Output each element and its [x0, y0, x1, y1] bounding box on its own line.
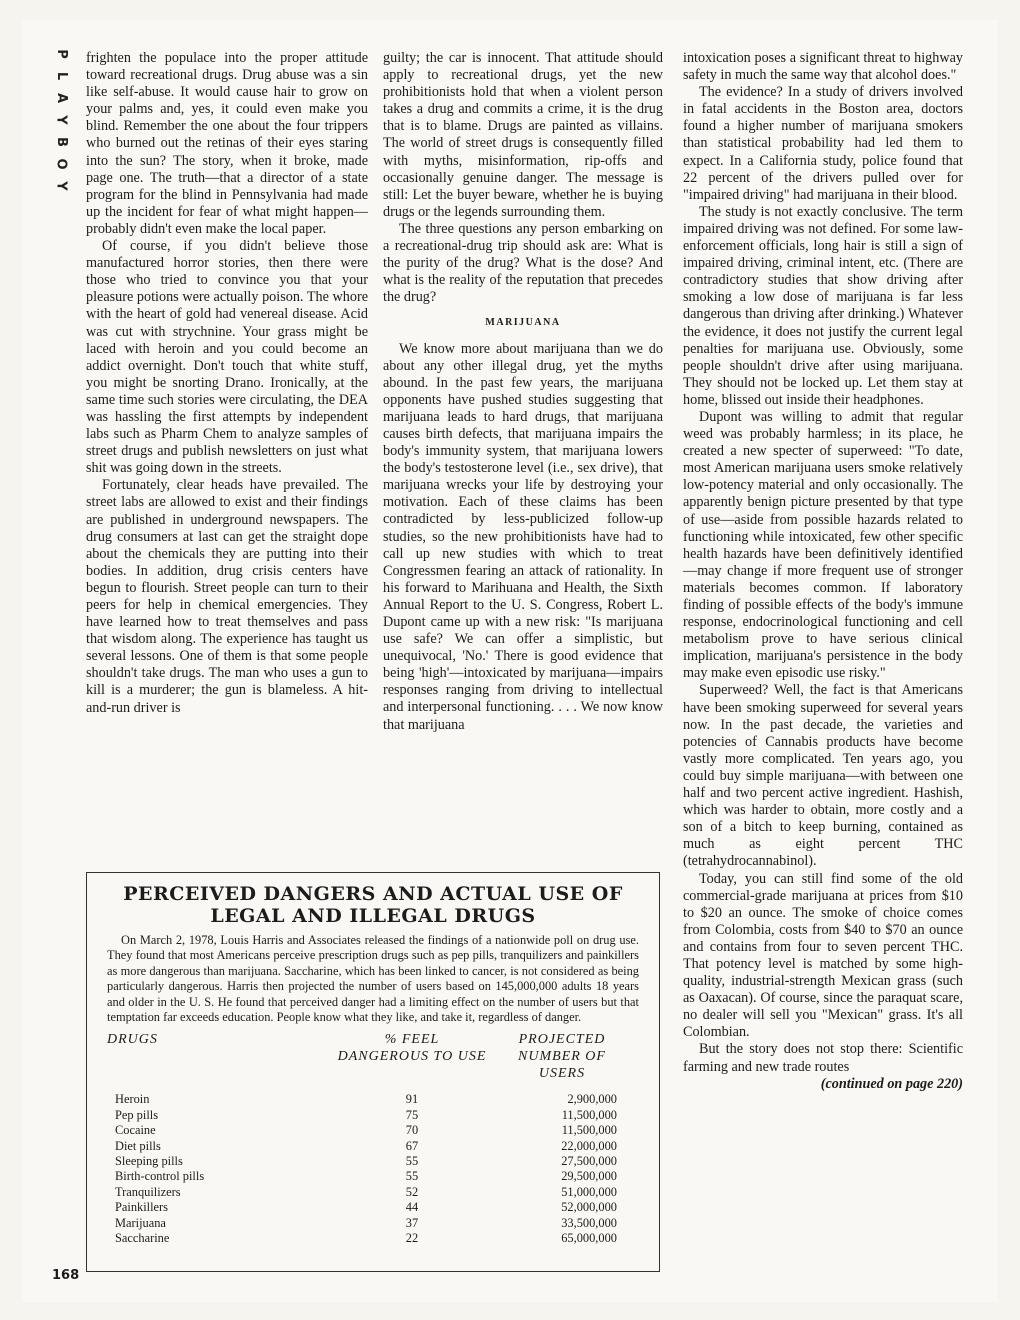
box-title: PERCEIVED DANGERS AND ACTUAL USE OF LEGAL AND ILLEGAL DRUGS: [123, 883, 623, 927]
projected-users: 29,500,000: [561, 1169, 617, 1184]
drug-name: Cocaine: [115, 1123, 156, 1138]
table-row: [107, 1169, 639, 1184]
drug-name: Pep pills: [115, 1107, 159, 1122]
percent-dangerous: 44: [405, 1200, 419, 1215]
projected-users: 27,500,000: [561, 1154, 617, 1169]
percent-dangerous: 75: [405, 1107, 419, 1122]
table-row: [107, 1123, 639, 1138]
percent-dangerous: 67: [405, 1138, 419, 1153]
drug-name: Birth-control pills: [115, 1169, 205, 1184]
percent-dangerous: 37: [405, 1215, 419, 1230]
drug-name: Heroin: [115, 1092, 150, 1107]
article-column-1: [86, 50, 368, 717]
drug-name: Tranquilizers: [115, 1184, 181, 1199]
logo-letter: Y: [53, 115, 69, 125]
table-row: [107, 1200, 639, 1215]
percent-dangerous: 55: [405, 1154, 419, 1169]
column-header-feel-dangerous: % FEEL DANGEROUS TO USE: [337, 1032, 487, 1065]
paragraph: The three questions any person embarking on a recreational-drug trip should ask are: What is the purity of the drug? What is the dose? And what is the reality of the reputation that precedes the drug?: [383, 220, 663, 306]
logo-letter: L: [53, 71, 69, 81]
article-column-3: [683, 50, 963, 1093]
paragraph: intoxication poses a significant threat to highway safety in much the same way that alcohol does.": [683, 50, 963, 84]
paragraph: The study is not exactly conclusive. The term impaired driving was not defined. For some law-enforcement officials, long hair is still a sign of impaired driving, criminal intent, etc. (There are contradictory studies that show driving after smoking a low dose of marijuana is far less dangerous than driving after drinking.) Whatever the evidence, it does not justify the current legal penalties for marijuana use. Obviously, some people shouldn't drive after using marijuana. They should not be locked up. Let them stay at home, blissed out inside their headphones.: [683, 203, 963, 408]
logo-letter: O: [54, 158, 69, 170]
percent-dangerous: 52: [405, 1184, 419, 1199]
paragraph: frighten the populace into the proper attitude toward recreational drugs. Drug abuse was a sin like self-abuse. It would cause hair to grow on your palms and, yes, it could even make you blind. Remember the one about the four trippers who burned out the retinas of their eyes staring into the sun? The story, when it broke, made page one. The truth—that a director of a state program for the blind in Pennsylvania had made up the incident for fear of what might happen—probably didn't even make the local paper.: [86, 50, 368, 237]
percent-dangerous: 91: [405, 1092, 419, 1107]
continued-note: (continued on page 220): [820, 1075, 963, 1092]
drug-name: Saccharine: [115, 1231, 170, 1246]
paragraph: The evidence? In a study of drivers involved in fatal accidents in the Boston area, doctors found a higher number of marijuana smokers than statistical probability had led them to expect. In a California study, police found that 22 percent of the drivers pulled over for "impaired driving" had marijuana in their blood.: [683, 84, 963, 203]
projected-users: 51,000,000: [561, 1184, 617, 1199]
table-row: [107, 1154, 639, 1169]
section-subhead: MARIJUANA: [485, 317, 561, 329]
projected-users: 2,900,000: [567, 1092, 617, 1107]
logo-letter: Y: [53, 181, 69, 191]
table-header: [107, 1031, 639, 1082]
paragraph: Fortunately, clear heads have prevailed. The street labs are allowed to exist and their findings are published in underground newspapers. The drug consumers at last can get the straight dope about the chemicals they are putting into their bodies. In addition, drug crisis centers have begun to flourish. Street people can turn to their peers for help in chemical emergencies. They have learned how to treat themselves and pass that wisdom along. The experience has taught us several lessons. One of them is that some people shouldn't take drugs. The man who uses a gun to kill is a murderer; the gun is blameless. A hit-and-run driver is: [86, 477, 368, 716]
drug-name: Diet pills: [115, 1138, 161, 1153]
logo-letter: B: [53, 137, 69, 147]
percent-dangerous: 55: [405, 1169, 419, 1184]
logo-letter: A: [54, 92, 69, 104]
paragraph: guilty; the car is innocent. That attitude should apply to recreational drugs, yet the new prohibitionists hold that when a violent person takes a drug and commits a crime, it is the drug that is to blame. Drugs are painted as villains. The world of street drugs is consequently filled with myths, misinformation, rip-offs and occasionally genuine danger. The message is still: Let the buyer beware, whether he is buying drugs or the legends surrounding them.: [383, 50, 663, 220]
percent-dangerous: 22: [405, 1231, 419, 1246]
logo-letter: P: [54, 49, 69, 59]
projected-users: 52,000,000: [561, 1200, 617, 1215]
paragraph: Superweed? Well, the fact is that Americans have been smoking superweed for several years now. In the past decade, the varieties and potencies of Cannabis products have become vastly more complicated. Ten years ago, you could buy simple marijuana—with between one half and two percent active ingredient. Hashish, which was harder to obtain, more costly and a son of a bitch to keep burning, contained as much as eight percent THC (tetrahydrocannabinol).: [683, 682, 963, 870]
drug-name: Painkillers: [115, 1200, 168, 1215]
table-row: [107, 1185, 639, 1200]
drug-name: Sleeping pills: [115, 1154, 183, 1169]
projected-users: 65,000,000: [561, 1231, 617, 1246]
table-row: [107, 1139, 639, 1154]
page-number: 168: [52, 1268, 80, 1283]
drug-name: Marijuana: [115, 1215, 166, 1230]
projected-users: 33,500,000: [561, 1215, 617, 1230]
paragraph: But the story does not stop there: Scientific farming and new trade routes: [683, 1041, 963, 1075]
table-row: [107, 1216, 639, 1231]
table-row: [107, 1092, 639, 1107]
magazine-side-logo: [50, 48, 72, 208]
sidebar-box: [86, 872, 660, 1272]
paragraph: Of course, if you didn't believe those manufactured horror stories, then there were those who tried to convince you that your pleasure potions were actually poison. The whore with the heart of gold had venereal disease. Acid was cut with strychnine. Your grass might be laced with heroin and you could become an addict overnight. Don't touch that white stuff, you might be snorting Drano. Ironically, at the same time such stories were circulating, the DEA was hassling the first attempts by independent labs such as Pharm Chem to analyze samples of street drugs and publish newsletters on just what shit was going down in the streets.: [86, 238, 368, 477]
table-row: [107, 1108, 639, 1123]
drug-table: [107, 1092, 639, 1246]
article-column-2: [383, 50, 663, 734]
percent-dangerous: 70: [405, 1123, 419, 1138]
paragraph: Today, you can still find some of the old commercial-grade marijuana at prices from $10 to $20 an ounce. The smoke of choice comes from Colombia, costs from $40 to $70 an ounce and contains from four to seven percent THC. That potency level is matched by some high-quality, industrial-strength Mexican grass (such as Oaxacan). Of course, since the paraquat scare, no dealer will sell you "Mexican" grass. It's all Colombian.: [683, 870, 963, 1041]
column-header-projected-users: PROJECTED NUMBER OF USERS: [518, 1032, 606, 1082]
projected-users: 22,000,000: [561, 1138, 617, 1153]
table-row: [107, 1231, 639, 1246]
projected-users: 11,500,000: [561, 1107, 617, 1122]
paragraph: We know more about marijuana than we do about any other illegal drug, yet the myths abound. In the past few years, the marijuana opponents have pushed studies suggesting that marijuana leads to hard drugs, that marijuana causes birth defects, that marijuana impairs the body's immunity system, that marijuana lowers the body's testosterone level (i.e., sex drive), that marijuana wrecks your life by destroying your motivation. Each of these claims has been contradicted by less-publicized follow-up studies, so the new prohibitionists have had to call up new studies with which to treat Congressmen fearing an attack of rationality. In his forward to Marihuana and Health, the Sixth Annual Report to the U. S. Congress, Robert L. Dupont came up with a new risk: "Is marijuana use safe? We can offer a simplistic, but unequivocal, 'No.' There is good evidence that being 'high'—intoxicated by marijuana—impairs responses ranging from driving to intellectual and interpersonal functioning. . . . We now know that marijuana: [383, 340, 663, 733]
box-intro: On March 2, 1978, Louis Harris and Associates released the findings of a nationwide poll on drug use. They found that most Americans perceive prescription drugs such as pep pills, tranquilizers and painkillers as more dangerous than marijuana. Saccharine, which has been linked to cancer, is not considered as being particularly dangerous. Harris then projected the number of users based on 145,000,000 adults 18 years and older in the U. S. He found that perceived danger had a limiting effect on the number of users but that temptation far exceeds education. People know what they like, and take it, regardless of danger.: [107, 933, 639, 1025]
projected-users: 11,500,000: [561, 1123, 617, 1138]
paragraph: Dupont was willing to admit that regular weed was probably harmless; in its place, he created a new specter of superweed: "To date, most American marijuana users smoke relatively low-potency material and only occasionally. The apparently benign picture presented by that type of use—aside from possible hazards related to functioning while intoxicated, few other specific health hazards have been definitively identified—may change if more frequent use of stronger materials becomes common. If laboratory finding of possible effects of the body's immune response, endocrinological functioning and cell metabolism prove to have serious clinical implication, marijuana's persistence in the body may make even episodic use risky.": [683, 408, 963, 682]
column-header-drugs: DRUGS: [107, 1032, 158, 1048]
